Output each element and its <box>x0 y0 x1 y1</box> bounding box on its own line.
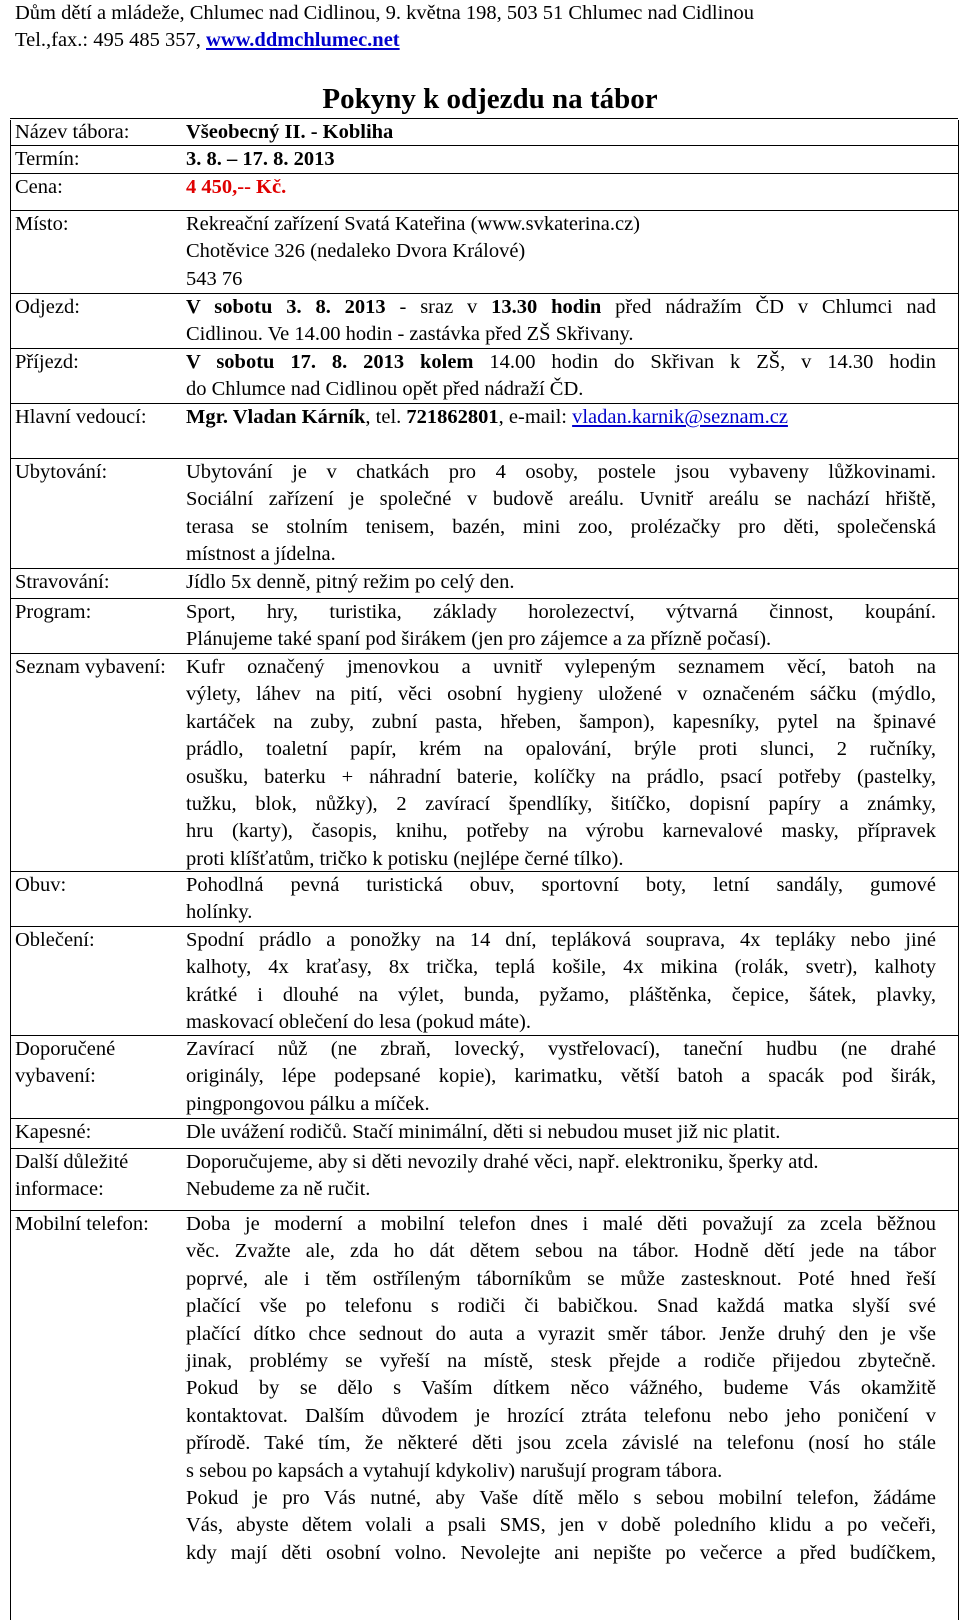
value-meals: Jídlo 5x denně, pitný režim po celý den. <box>186 571 515 593</box>
equipment-line: proti klíšťatům, tričko k potisku (nejlépe černé tílko). <box>186 847 624 870</box>
label-price: Cena: <box>15 176 63 198</box>
program-line: Plánujeme také spaní pod širákem (jen pro zájemce a za přízně počasí). <box>186 628 772 651</box>
website-link[interactable]: www.ddmchlumec.net <box>206 29 400 51</box>
value-other-info <box>186 1149 936 1204</box>
other-info-line-1: Doporučujeme, aby si děti nevozily drahé věci, např. elektroniku, šperky atd. <box>186 1151 819 1173</box>
mobile-line: Vás, abyste dětem volali a psali SMS, jen v době poledního klidu a po večeři, <box>186 1514 936 1537</box>
departure-date: V sobotu 3. 8. 2013 <box>186 296 386 318</box>
contact-phone: Tel.,fax.: 495 485 357, <box>15 29 207 51</box>
label-leader: Hlavní vedoucí: <box>15 406 147 428</box>
value-camp-name: Všeobecný II. - Kobliha <box>186 121 394 143</box>
label-camp-name: Název tábora: <box>15 121 130 143</box>
organization-address: Dům dětí a mládeže, Chlumec nad Cidlinou, 9. května 198, 503 51 Chlumec nad Cidlinou <box>15 2 755 24</box>
location-line-3: 543 76 <box>186 267 243 290</box>
accommodation-line: Ubytování je v chatkách pro 4 osoby, postele jsou vybaveny lůžkovinami. <box>186 461 936 483</box>
clothing-line: Spodní prádlo a ponožky na 14 dní, tepláková souprava, 4x tepláky nebo jiné <box>186 929 936 951</box>
label-mobile-phone: Mobilní telefon: <box>15 1213 149 1235</box>
value-recommended <box>186 1036 936 1118</box>
value-arrival <box>186 349 936 404</box>
value-leader <box>186 404 936 431</box>
organization-contact <box>15 27 400 54</box>
equipment-line: prádlo, toaletní papír, krém na opalování, brýle proti slunci, 2 ručníky, <box>186 738 936 761</box>
mobile-line: Doba je moderní a mobilní telefon dnes i malé děti považují za zcela běžnou <box>186 1213 936 1235</box>
recommended-line: Zavírací nůž (ne zbraň, lovecký, vystřelovací), taneční hudbu (ne drahé <box>186 1038 936 1060</box>
value-footwear <box>186 872 936 927</box>
equipment-line: výlety, láhev na pití, věci osobní hygieny uložené v označeném sáčku (mýdlo, <box>186 683 936 706</box>
equipment-line: hru (karty), časopis, knihu, potřeby na výrobu karnevalové masky, přípravek <box>186 820 936 843</box>
mobile-line: přírodě. Také tím, že některé děti jsou zcela závislé na telefonu (nosí ho stále <box>186 1432 936 1455</box>
label-equipment-list: Seznam vybavení: <box>15 656 166 678</box>
label-pocket-money: Kapesné: <box>15 1121 92 1143</box>
value-program <box>186 599 936 654</box>
row-mobile-phone <box>10 1210 958 1605</box>
row-meals <box>10 568 958 598</box>
other-info-line-2: Nebudeme za ně ručit. <box>186 1178 371 1201</box>
mobile-line: věc. Zvažte ale, zda ho dát dětem sebou na tábor. Hodně dětí jede na tábor <box>186 1240 936 1263</box>
row-price <box>10 173 958 201</box>
leader-phone: 721862801 <box>406 406 499 428</box>
mobile-line: jinak, problémy se vyřeší na místě, stesk přejde a rodiče přijedou zbytečně. <box>186 1350 936 1373</box>
recommended-line: originály, lépe podepsané kopie), karimatku, větší batoh a spacák pod širák, <box>186 1065 936 1088</box>
row-footwear <box>10 871 958 927</box>
row-recommended <box>10 1035 958 1118</box>
row-term <box>10 145 958 173</box>
row-accommodation <box>10 458 958 569</box>
equipment-line: Kufr označený jmenovkou a uvnitř vylepeným seznamem věcí, batoh na <box>186 656 936 678</box>
leader-tel-prefix: , tel. <box>365 406 407 428</box>
mobile-line: kontaktovat. Dalším důvodem je hrozící ztráta telefonu nebo jeho poničení v <box>186 1404 936 1427</box>
equipment-line: osušku, baterku + náhradní baterie, kolíčky na prádlo, psací potřeby (pastelky, <box>186 765 936 788</box>
row-other-info <box>10 1148 958 1204</box>
departure-line-2: Cidlinou. Ve 14.00 hodin - zastávka před ZŠ Skřivany. <box>186 323 634 346</box>
mobile-line: Pokud by se dělo s Vaším dítkem něco vážného, budeme Vás okamžitě <box>186 1377 936 1400</box>
leader-mail-prefix: , e-mail: <box>498 406 573 428</box>
clothing-line: maskovací oblečení do lesa (pokud máte). <box>186 1011 531 1034</box>
recommended-line: pingpongovou pálku a míček. <box>186 1092 430 1115</box>
leader-name: Mgr. Vladan Kárník <box>186 406 366 428</box>
program-line: Sport, hry, turistika, základy horolezectví, výtvarná činnost, koupání. <box>186 601 936 623</box>
row-location <box>10 210 958 293</box>
label-meals: Stravování: <box>15 571 110 593</box>
mobile-line: s sebou po kapsách a vytahují kdykoliv) narušují program tábora. <box>186 1459 723 1482</box>
label-term: Termín: <box>15 148 80 170</box>
row-arrival <box>10 348 958 404</box>
footwear-line: holínky. <box>186 901 253 924</box>
label-location: Místo: <box>15 213 69 235</box>
row-leader <box>10 403 958 459</box>
value-term: 3. 8. – 17. 8. 2013 <box>186 148 335 170</box>
value-equipment-list <box>186 654 936 873</box>
mobile-line: Pokud je pro Vás nutné, aby Vaše dítě mělo s sebou mobilní telefon, žádáme <box>186 1487 936 1510</box>
label-other-info: Další důležité informace: <box>15 1151 129 1201</box>
arrival-date: V sobotu 17. 8. 2013 kolem <box>186 351 474 373</box>
leader-email-link[interactable]: vladan.karnik@seznam.cz <box>572 406 788 428</box>
value-price: 4 450,-- Kč. <box>186 176 287 198</box>
mobile-line: kdy mají děti osobní volno. Nevolejte ani nepište po večerce a před budíčkem, <box>186 1541 936 1564</box>
location-line-1: Rekreační zařízení Svatá Kateřina (www.svkaterina.cz) <box>186 213 640 235</box>
accommodation-line: terasa se stolním tenisem, bazén, mini zoo, prolézačky pro děti, společenská <box>186 515 936 538</box>
value-mobile-phone <box>186 1211 936 1567</box>
value-pocket-money: Dle uvážení rodičů. Stačí minimální, děti si nebudou muset již nic platit. <box>186 1121 781 1143</box>
accommodation-line: Sociální zařízení je společné v budově areálu. Uvnitř areálu se nachází hřiště, <box>186 488 936 511</box>
mobile-line: plačící dítko chce sednout do auta a vyrazit směr tábor. Jenže druhý den je vše <box>186 1322 936 1345</box>
row-program <box>10 598 958 654</box>
label-departure: Odjezd: <box>15 296 80 318</box>
arrival-line-2: do Chlumce nad Cidlinou opět před nádraží ČD. <box>186 378 584 401</box>
label-recommended: Doporučené vybavení: <box>15 1038 116 1088</box>
row-departure <box>10 293 958 349</box>
label-footwear: Obuv: <box>15 874 67 896</box>
arrival-text-1: 14.00 hodin do Skřivan k ZŠ, v 14.30 hodin <box>473 351 936 373</box>
departure-text-1: - sraz v <box>385 296 492 318</box>
clothing-line: kalhoty, 4x kraťasy, 8x trička, teplá košile, 4x mikina (rolák, svetr), kalhoty <box>186 956 936 979</box>
accommodation-line: místnost a jídelna. <box>186 543 336 566</box>
equipment-line: tužku, blok, nůžky), 2 zavírací špendlíky, šitíčko, dopisní papíry a známky, <box>186 793 936 816</box>
row-camp-name <box>10 118 958 146</box>
equipment-line: kartáček na zuby, zubní pasta, hřeben, šampon), kapesníky, pytel na špinavé <box>186 710 936 733</box>
value-location <box>186 211 936 293</box>
departure-time: 13.30 hodin <box>491 296 602 318</box>
row-equipment-list <box>10 653 958 872</box>
label-accommodation: Ubytování: <box>15 461 108 483</box>
location-line-2: Chotěvice 326 (nedaleko Dvora Králové) <box>186 240 526 263</box>
value-clothing <box>186 927 936 1037</box>
label-program: Program: <box>15 601 92 623</box>
page-title: Pokyny k odjezdu na tábor <box>322 83 658 115</box>
mobile-line: poprvé, ale i těm ostříleným táborníkům se může zastesknout. Poté hned řeší <box>186 1267 936 1290</box>
value-departure <box>186 294 936 349</box>
label-clothing: Oblečení: <box>15 929 95 951</box>
row-clothing <box>10 926 958 1036</box>
value-accommodation <box>186 459 936 569</box>
footwear-line: Pohodlná pevná turistická obuv, sportovní boty, letní sandály, gumové <box>186 874 936 896</box>
departure-text-2: před nádražím ČD v Chlumci nad <box>601 296 936 318</box>
row-pocket-money <box>10 1118 958 1148</box>
label-arrival: Příjezd: <box>15 351 79 373</box>
mobile-line: plačící vše po telefonu s rodiči či babičkou. Snad každá matka slyší své <box>186 1295 936 1318</box>
clothing-line: krátké i dlouhé na výlet, bunda, pyžamo, pláštěnka, čepice, šátek, plavky, <box>186 983 936 1006</box>
